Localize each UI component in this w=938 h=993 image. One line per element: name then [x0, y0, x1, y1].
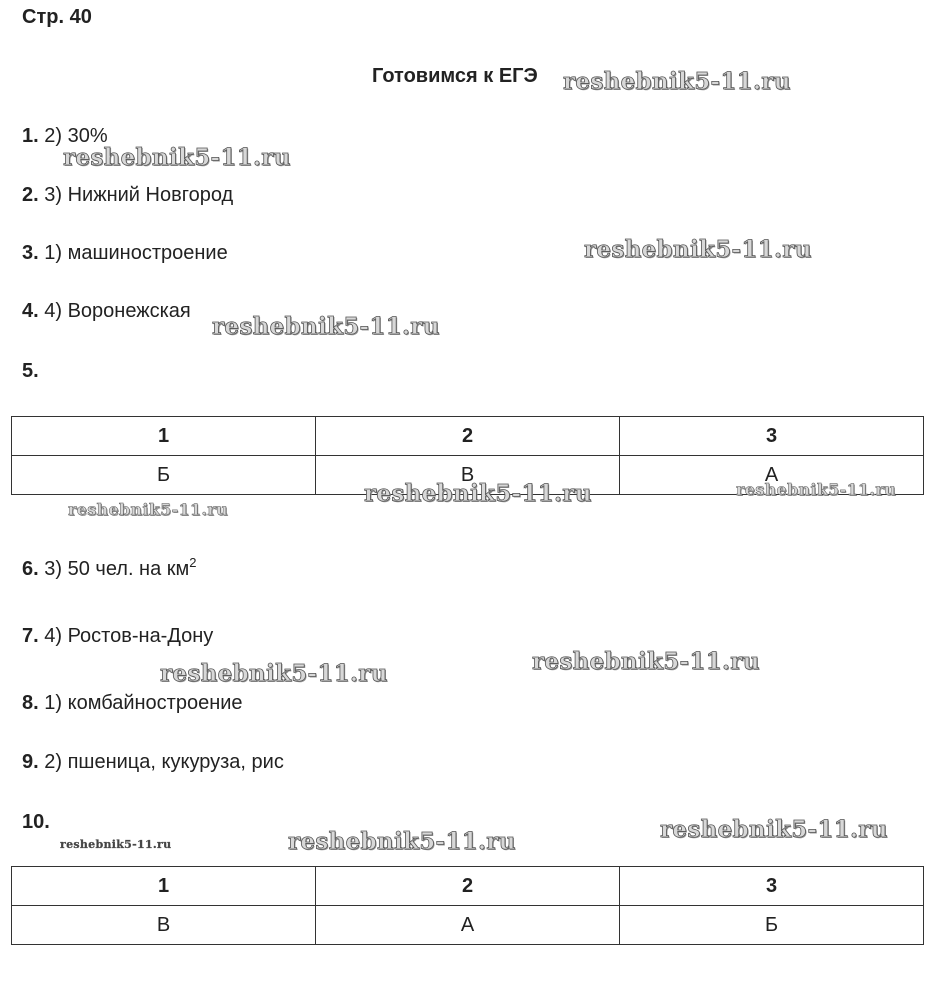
table-header-cell: 3 [620, 867, 924, 906]
answer-9 [22, 750, 284, 774]
table-row [12, 906, 924, 945]
table-header-cell: 2 [316, 417, 620, 456]
watermark: reshebnik5-11.ru [212, 313, 440, 340]
watermark: reshebnik5-11.ru [160, 660, 388, 687]
answer-text: 2) 30% [44, 125, 108, 147]
table-row [12, 456, 924, 495]
answer-6 [22, 557, 197, 581]
watermark: reshebnik5-11.ru [532, 648, 760, 675]
table-cell: Б [620, 906, 924, 945]
watermark: reshebnik5-11.ru [584, 236, 812, 263]
answer-text: 2) пшеница, кукуруза, рис [44, 751, 284, 773]
watermark: reshebnik5-11.ru [563, 68, 791, 95]
table-header-row [12, 417, 924, 456]
answer-number: 2. [22, 184, 39, 206]
table-cell: А [316, 906, 620, 945]
answer-number: 10. [22, 811, 50, 833]
answer-text: 3) 50 чел. на км [44, 558, 190, 580]
watermark: reshebnik5-11.ru [60, 838, 172, 851]
answer-number: 4. [22, 300, 39, 322]
answer-10 [22, 810, 50, 834]
table-cell: В [12, 906, 316, 945]
table-header-cell: 2 [316, 867, 620, 906]
table-header-cell: 3 [620, 417, 924, 456]
table-cell: В [316, 456, 620, 495]
answer-number: 8. [22, 692, 39, 714]
answer-number: 3. [22, 242, 39, 264]
answer-8 [22, 691, 243, 715]
watermark: reshebnik5-11.ru [63, 144, 291, 171]
answer-4 [22, 299, 191, 323]
answer-1 [22, 124, 108, 148]
section-title: Готовимся к ЕГЭ [372, 65, 538, 87]
watermark: reshebnik5-11.ru [364, 480, 592, 507]
superscript: 2 [189, 555, 197, 570]
answer-text: 4) Ростов-на-Дону [44, 625, 214, 647]
answer-text: 3) Нижний Новгород [44, 184, 234, 206]
answer-5 [22, 359, 39, 383]
watermark: reshebnik5-11.ru [736, 480, 896, 499]
watermark: reshebnik5-11.ru [660, 816, 888, 843]
table-header-row [12, 867, 924, 906]
table-header-cell: 1 [12, 867, 316, 906]
watermark: reshebnik5-11.ru [288, 828, 516, 855]
answer-text: 4) Воронежская [44, 300, 191, 322]
answer-text: 1) машиностроение [44, 242, 228, 264]
page-number-label: Стр. 40 [22, 6, 92, 28]
table-cell: Б [12, 456, 316, 495]
answer-number: 6. [22, 558, 39, 580]
answer-3 [22, 241, 228, 265]
answer-number: 1. [22, 125, 39, 147]
watermark: reshebnik5-11.ru [68, 500, 228, 519]
table-cell: А [620, 456, 924, 495]
table-header-cell: 1 [12, 417, 316, 456]
answer-table-10 [11, 866, 924, 945]
answer-2 [22, 183, 233, 207]
answer-number: 7. [22, 625, 39, 647]
answer-number: 5. [22, 360, 39, 382]
answer-table-5 [11, 416, 924, 495]
answer-text: 1) комбайностроение [44, 692, 243, 714]
answer-number: 9. [22, 751, 39, 773]
answer-7 [22, 624, 213, 648]
